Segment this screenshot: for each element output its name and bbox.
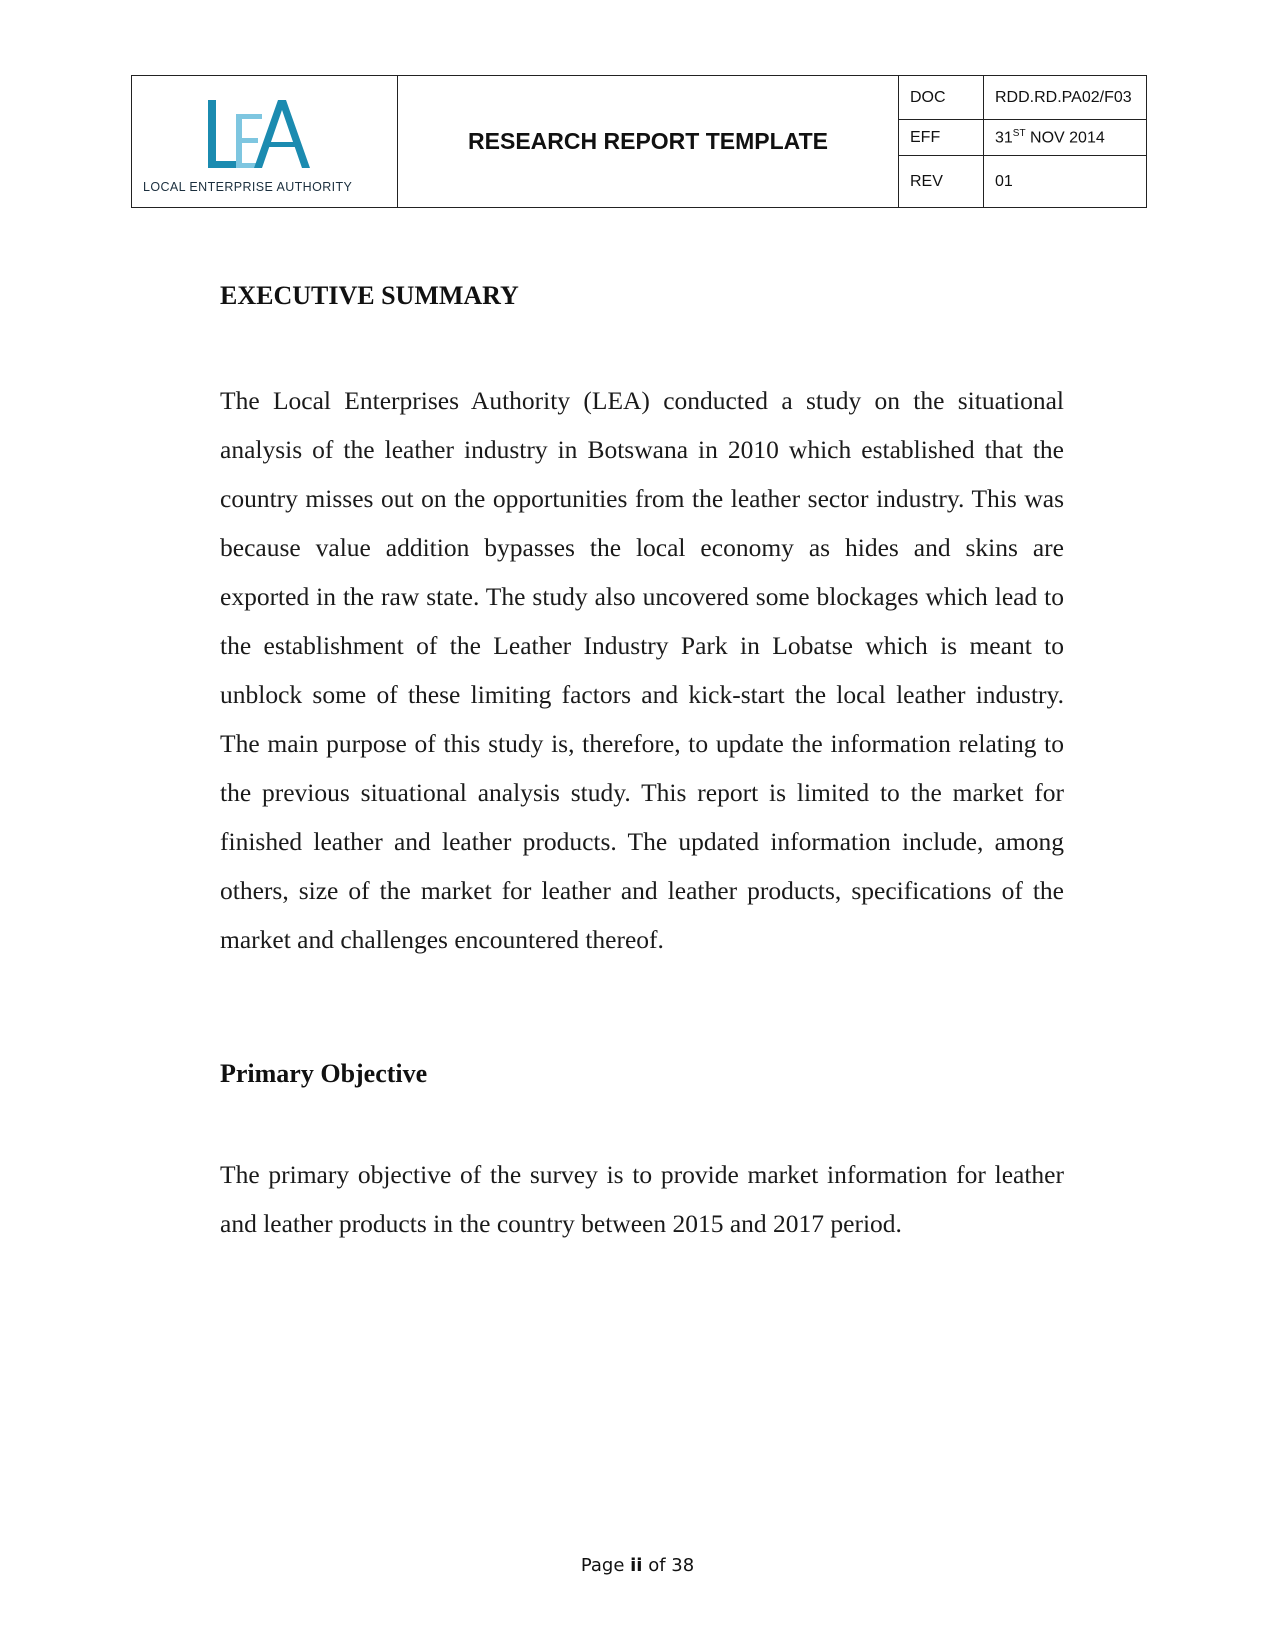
eff-month-year: NOV 2014: [1025, 129, 1105, 147]
document-header-table: [131, 75, 1147, 208]
primary-objective-paragraph: The primary objective of the survey is to provide market information for leather and leather products in the country between 2015 and 2017 period.: [220, 1160, 1064, 1238]
executive-summary-heading: EXECUTIVE SUMMARY: [220, 281, 519, 310]
logo-cell: [132, 76, 398, 208]
rev-label: REV: [899, 156, 984, 208]
doc-value: RDD.RD.PA02/F03: [984, 76, 1147, 120]
logo-subtitle: LOCAL ENTERPRISE AUTHORITY: [143, 180, 353, 194]
page-middle: of: [642, 1555, 672, 1576]
page-number: [0, 1555, 1275, 1576]
eff-label: EFF: [899, 120, 984, 156]
rev-value: 01: [984, 156, 1147, 208]
page-prefix: Page: [580, 1555, 631, 1576]
primary-objective-heading: Primary Objective: [220, 1059, 428, 1088]
page-total: 38: [671, 1555, 695, 1576]
doc-label: DOC: [899, 76, 984, 120]
page-current: ii: [630, 1555, 643, 1576]
eff-value: [984, 120, 1147, 156]
executive-summary-paragraph: The Local Enterprises Authority (LEA) conducted a study on the situational analysis of the leather industry in Botswana in 2010 which established that the country misses out on the opportunities from the leather sector industry. This was because value addition bypasses the local economy as hides and skins are exported in the raw state. The study also uncovered some blockages which lead to the establishment of the Leather Industry Park in Lobatse which is meant to unblock some of these limiting factors and kick-start the local leather industry. The main purpose of this study is, therefore, to update the information relating to the previous situational analysis study. This report is limited to the market for finished leather and leather products. The updated information include, among others, size of the market for leather and leather products, specifications of the market and challenges encountered thereof.: [220, 386, 1064, 954]
eff-day: 31: [995, 129, 1013, 147]
eff-suffix: ST: [1012, 127, 1026, 139]
lea-logo-icon: [206, 100, 316, 168]
document-title: RESEARCH REPORT TEMPLATE: [398, 76, 899, 208]
